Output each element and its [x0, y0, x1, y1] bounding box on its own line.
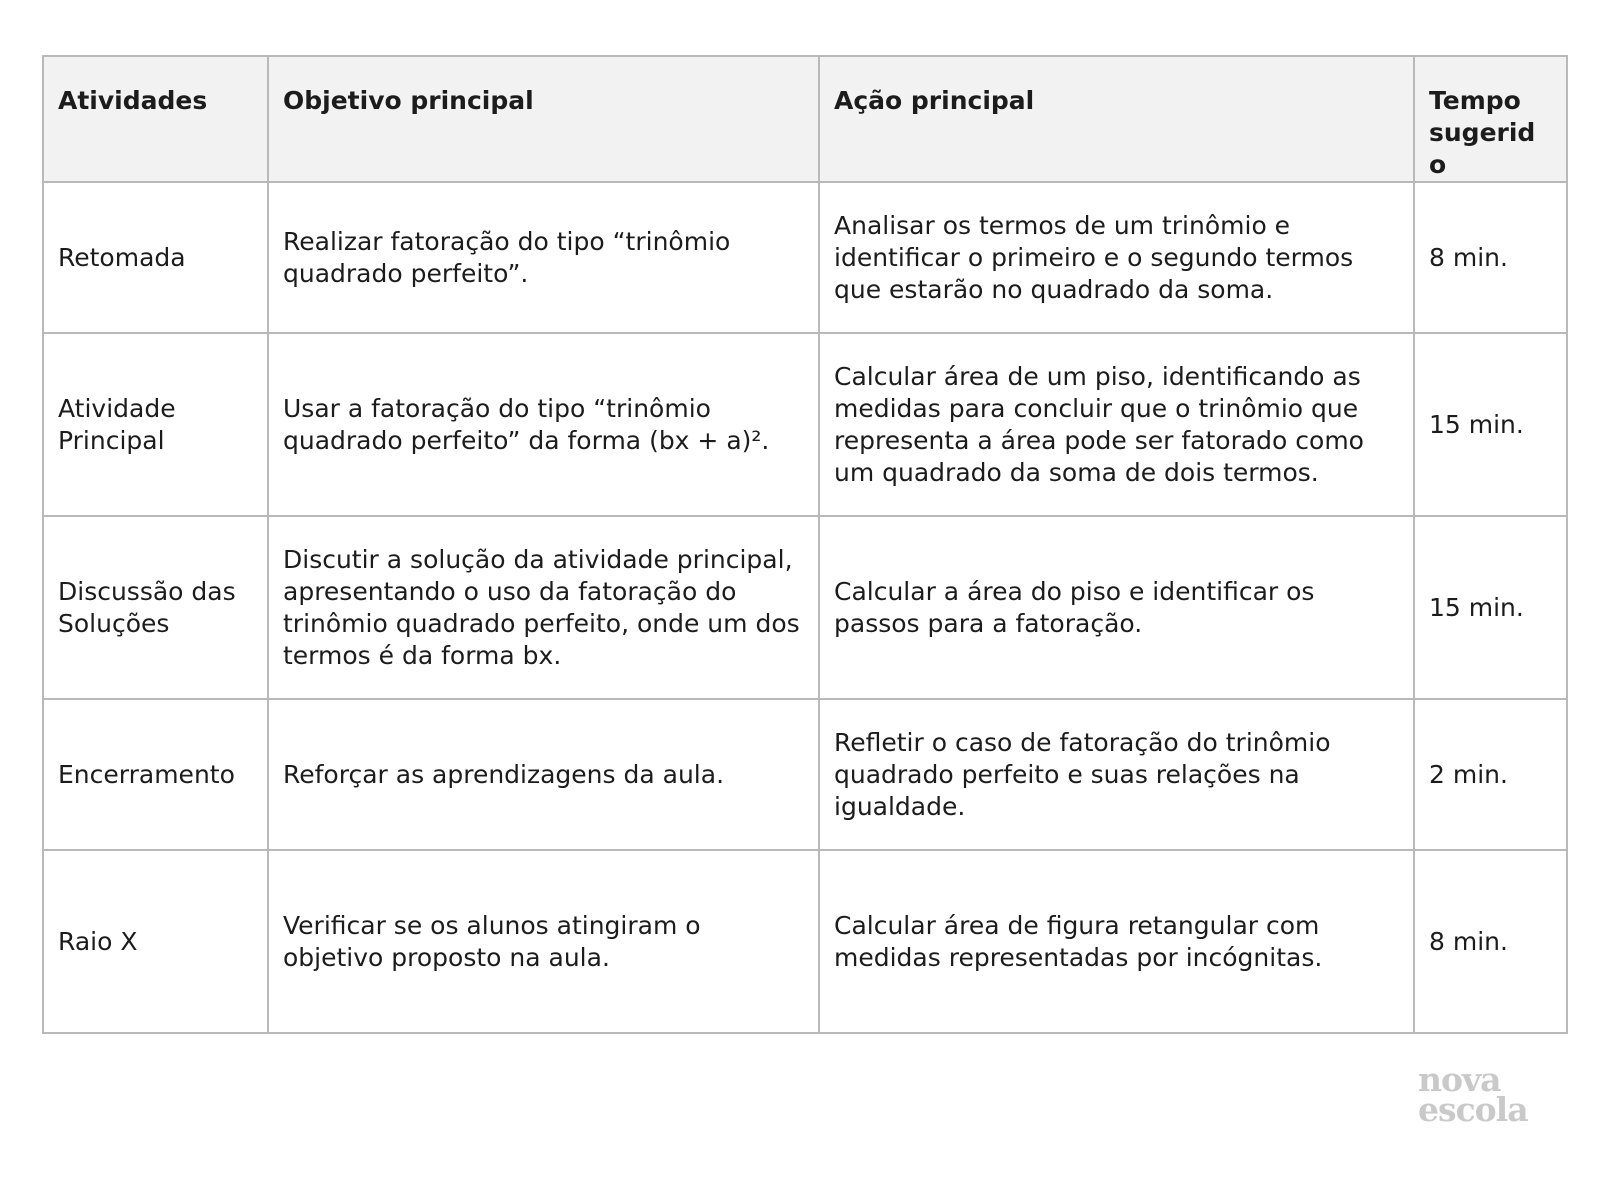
logo-line-nova: nova	[1418, 1060, 1501, 1099]
header-row	[43, 56, 1567, 182]
logo-line-escola: escola	[1418, 1090, 1528, 1129]
cell-atividade: Atividade Principal	[43, 333, 268, 516]
table-body	[43, 182, 1567, 1033]
cell-atividade: Discussão das Soluções	[43, 516, 268, 699]
header-atividades: Atividades	[43, 56, 268, 182]
cell-acao: Calcular área de figura retangular com medidas representadas por incógnitas.	[819, 850, 1414, 1033]
cell-acao: Calcular a área do piso e identificar os passos para a fatoração.	[819, 516, 1414, 699]
cell-acao: Calcular área de um piso, identificando as medidas para concluir que o trinômio que representa a área pode ser fatorado como um quadrado da soma de dois termos.	[819, 333, 1414, 516]
header-acao-principal: Ação principal	[819, 56, 1414, 182]
header-tempo-sugerido: Tempo sugerido	[1414, 56, 1567, 182]
table-row	[43, 699, 1567, 850]
table-row	[43, 182, 1567, 333]
cell-objetivo: Verificar se os alunos atingiram o objetivo proposto na aula.	[268, 850, 819, 1033]
cell-tempo: 15 min.	[1414, 516, 1567, 699]
cell-objetivo: Reforçar as aprendizagens da aula.	[268, 699, 819, 850]
cell-objetivo: Discutir a solução da atividade principal, apresentando o uso da fatoração do trinômio quadrado perfeito, onde um dos termos é da forma bx.	[268, 516, 819, 699]
header-objetivo-principal: Objetivo principal	[268, 56, 819, 182]
cell-tempo: 15 min.	[1414, 333, 1567, 516]
table-row	[43, 333, 1567, 516]
cell-tempo: 8 min.	[1414, 850, 1567, 1033]
cell-tempo: 2 min.	[1414, 699, 1567, 850]
cell-atividade: Raio X	[43, 850, 268, 1033]
nova-escola-logo	[1418, 1060, 1538, 1129]
cell-acao: Analisar os termos de um trinômio e identificar o primeiro e o segundo termos que estarão no quadrado da soma.	[819, 182, 1414, 333]
table-row	[43, 850, 1567, 1033]
cell-tempo: 8 min.	[1414, 182, 1567, 333]
cell-objetivo: Realizar fatoração do tipo “trinômio quadrado perfeito”.	[268, 182, 819, 333]
cell-atividade: Retomada	[43, 182, 268, 333]
lesson-plan-table	[42, 55, 1568, 1034]
cell-objetivo: Usar a fatoração do tipo “trinômio quadrado perfeito” da forma (bx + a)².	[268, 333, 819, 516]
table-row	[43, 516, 1567, 699]
cell-atividade: Encerramento	[43, 699, 268, 850]
cell-acao: Refletir o caso de fatoração do trinômio quadrado perfeito e suas relações na igualdade.	[819, 699, 1414, 850]
table-header	[43, 56, 1567, 182]
